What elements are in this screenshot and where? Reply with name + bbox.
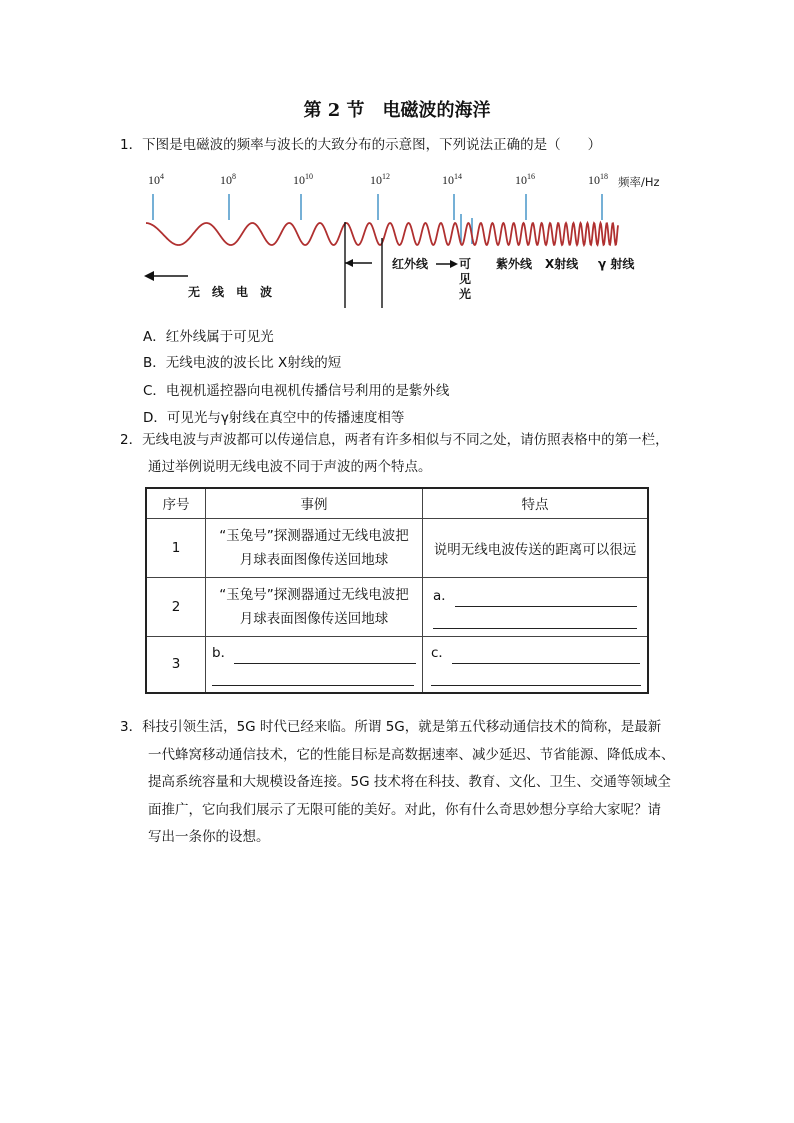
q3-line-3: 提高系统容量和大规模设备连接。5G 技术将在科技、教育、文化、卫生、交通等领域全	[148, 774, 671, 790]
table-row	[146, 636, 648, 693]
row3-no: 3	[146, 636, 206, 693]
q3-line-1: 3．科技引领生活，5G 时代已经来临。所谓 5G，就是第五代移动通信技术的简称，是最新	[120, 719, 662, 735]
q3-line-5: 写出一条你的设想。	[148, 829, 270, 845]
q3-line-2: 一代蜂窝移动通信技术，它的性能目标是高数据速率、减少延迟、节省能源、降低成本、	[148, 746, 675, 763]
q1-option-b: B．无线电波的波长比 X射线的短	[143, 355, 342, 371]
infrared-label: 红外线	[392, 257, 429, 271]
answer-blank-c-line2[interactable]	[431, 671, 641, 686]
row2-feature: a．	[423, 577, 649, 636]
question-3	[120, 714, 690, 852]
tick-1e16: $10^{16}$	[515, 172, 535, 187]
answer-blank-b-line2[interactable]	[212, 671, 414, 686]
header-no: 序号	[146, 488, 206, 518]
header-example: 事例	[206, 488, 423, 518]
q2-table	[145, 487, 649, 694]
q3-line-4: 面推广，它向我们展示了无限可能的美好。对此，你有什么奇思妙想分享给大家呢？请	[148, 801, 661, 818]
visible-label-2: 见	[459, 272, 472, 286]
tick-1e10: $10^{10}$	[293, 172, 313, 187]
row2-no: 2	[146, 577, 206, 636]
em-spectrum-diagram	[140, 168, 670, 308]
row1-no: 1	[146, 518, 206, 577]
visible-label-1: 可	[459, 257, 472, 271]
page-title: 第 2 节 电磁波的海洋	[303, 100, 491, 121]
tick-1e8: $10^8$	[220, 172, 236, 187]
header-feature: 特点	[423, 488, 649, 518]
question-1-stem: 1．下图是电磁波的频率与波长的大致分布的示意图，下列说法正确的是（ ）	[120, 137, 602, 153]
row1-feature: 说明无线电波传送的距离可以很远	[423, 518, 649, 577]
tick-1e12: $10^{12}$	[370, 172, 390, 187]
frequency-unit: 频率/Hz	[618, 175, 660, 189]
row3-example: b．	[206, 636, 423, 693]
q2-line-1: 2．无线电波与声波都可以传递信息，两者有许多相似与不同之处，请仿照表格中的第一栏，	[120, 432, 669, 448]
question-2-stem	[120, 427, 680, 481]
table-row	[146, 577, 648, 636]
q1-option-c: C．电视机遥控器向电视机传播信号利用的是紫外线	[143, 383, 450, 399]
row3-feature: c．	[423, 636, 649, 693]
table-header-row	[146, 488, 648, 518]
tick-1e18: $10^{18}$	[588, 172, 608, 187]
table-row	[146, 518, 648, 577]
tick-1e4: $10^4$	[148, 172, 164, 187]
row1-example: “玉兔号”探测器通过无线电波把 月球表面图像传送回地球	[206, 518, 423, 577]
row2-example: “玉兔号”探测器通过无线电波把 月球表面图像传送回地球	[206, 577, 423, 636]
q1-option-a: A．红外线属于可见光	[143, 329, 274, 345]
tick-1e14: $10^{14}$	[442, 172, 462, 187]
gamma-label: γ 射线	[598, 257, 635, 271]
visible-label-3: 光	[459, 287, 472, 301]
answer-blank-a-line2[interactable]	[433, 614, 637, 629]
xray-label: X射线	[545, 257, 579, 271]
q1-option-d: D．可见光与γ射线在真空中的传播速度相等	[143, 410, 405, 426]
q2-line-2: 通过举例说明无线电波不同于声波的两个特点。	[148, 459, 432, 475]
radio-wave-label: 无 线 电 波	[188, 285, 273, 299]
uv-label: 紫外线	[496, 257, 533, 271]
